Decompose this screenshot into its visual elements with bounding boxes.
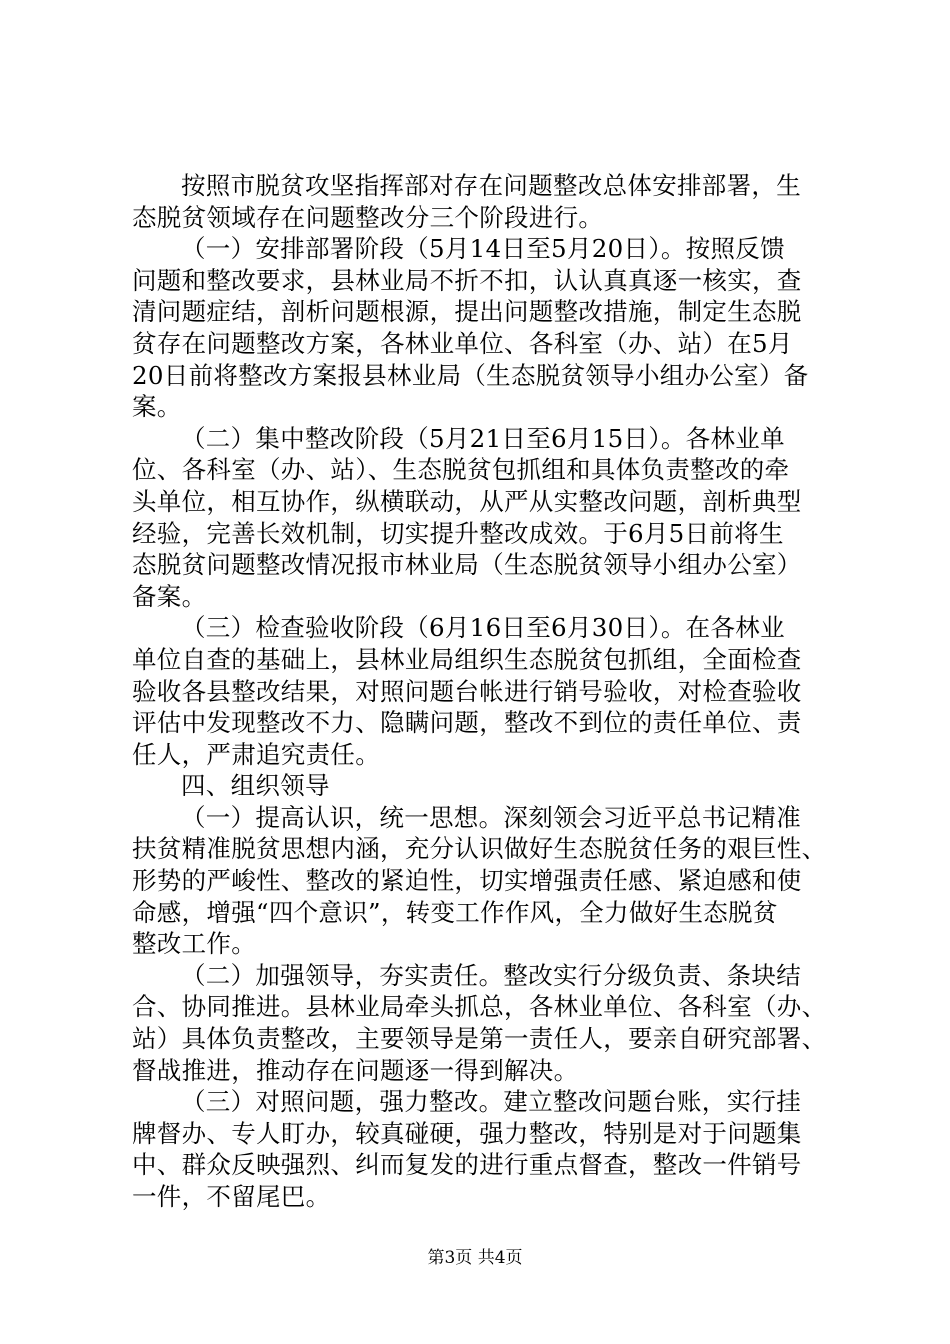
text-line: 任人，严肃追究责任。 [132, 739, 380, 769]
text-line: 命感，增强“四个意识”，转变工作作风，全力做好生态脱贫 [132, 897, 778, 927]
text-line: （二）加强领导，夯实责任。整改实行分级负责、条块结 [181, 960, 801, 990]
text-line: 形势的严峻性、整改的紧迫性，切实增强责任感、紧迫感和使 [132, 866, 802, 896]
text-line: 验收各县整改结果，对照问题台帐进行销号验收，对检查验收 [132, 676, 802, 706]
text-line: （一）安排部署阶段（5月14日至5月20日）。按照反馈 [181, 234, 785, 264]
text-line: 位、各科室（办、站）、生态脱贫包抓组和具体负责整改的牵 [132, 455, 790, 485]
text-line: 扶贫精准脱贫思想内涵，充分认识做好生态脱贫任务的艰巨性、 [132, 834, 827, 864]
page-number-label: 第3页 共4页 [427, 1248, 523, 1268]
text-line: 督战推进，推动存在问题逐一得到解决。 [132, 1055, 579, 1085]
text-line: 站）具体负责整改，主要领导是第一责任人，要亲自研究部署、 [132, 1024, 827, 1054]
text-line: 头单位，相互协作，纵横联动，从严从实整改问题，剖析典型 [132, 486, 802, 516]
text-line: （三）对照问题，强力整改。建立整改问题台账，实行挂 [181, 1087, 801, 1117]
text-line: 态脱贫领域存在问题整改分三个阶段进行。 [132, 202, 604, 232]
text-line: （三）检查验收阶段（6月16日至6月30日）。在各林业 [181, 613, 785, 643]
text-line: 按照市脱贫攻坚指挥部对存在问题整改总体安排部署，生 [181, 171, 801, 200]
section-heading-organization [132, 770, 832, 802]
paragraph-org-3 [132, 1086, 832, 1212]
text-line: 牌督办、专人盯办，较真碰硬，强力整改，特别是对于问题集 [132, 1118, 802, 1148]
text-line: 经验，完善长效机制，切实提升整改成效。于6月5日前将生 [132, 518, 784, 548]
paragraph-org-2 [132, 960, 832, 1086]
text-line: 单位自查的基础上，县林业局组织生态脱贫包抓组，全面检查 [132, 644, 802, 674]
document-body [132, 170, 832, 1213]
text-line: 贫存在问题整改方案，各林业单位、各科室（办、站）在5月 [132, 328, 793, 358]
text-line: 问题和整改要求，县林业局不折不扣，认认真真逐一核实，查 [132, 265, 802, 295]
paragraph-stage-1 [132, 233, 832, 423]
paragraph-stage-2 [132, 423, 832, 613]
text-line: （一）提高认识，统一思想。深刻领会习近平总书记精准 [181, 802, 801, 832]
text-line: （二）集中整改阶段（5月21日至6月15日）。各林业单 [181, 423, 785, 453]
text-line: 整改工作。 [132, 929, 256, 959]
text-line: 中、群众反映强烈、纠而复发的进行重点督查，整改一件销号 [132, 1150, 802, 1180]
page-footer [0, 1243, 950, 1268]
paragraph-stage-3 [132, 612, 832, 770]
text-line: 合、协同推进。县林业局牵头抓总，各林业单位、各科室（办、 [132, 992, 827, 1022]
text-line: 态脱贫问题整改情况报市林业局（生态脱贫领导小组办公室） [132, 550, 802, 580]
text-line: 案。 [132, 392, 182, 422]
paragraph-org-1 [132, 802, 832, 960]
paragraph-intro [132, 170, 832, 233]
text-line: 20日前将整改方案报县林业局（生态脱贫领导小组办公室）备 [132, 360, 809, 390]
section-heading: 四、组织领导 [181, 771, 330, 801]
text-line: 评估中发现整改不力、隐瞒问题，整改不到位的责任单位、责 [132, 708, 802, 738]
text-line: 清问题症结，剖析问题根源，提出问题整改措施，制定生态脱 [132, 297, 802, 327]
text-line: 备案。 [132, 581, 207, 611]
text-line: 一件，不留尾巴。 [132, 1182, 331, 1211]
